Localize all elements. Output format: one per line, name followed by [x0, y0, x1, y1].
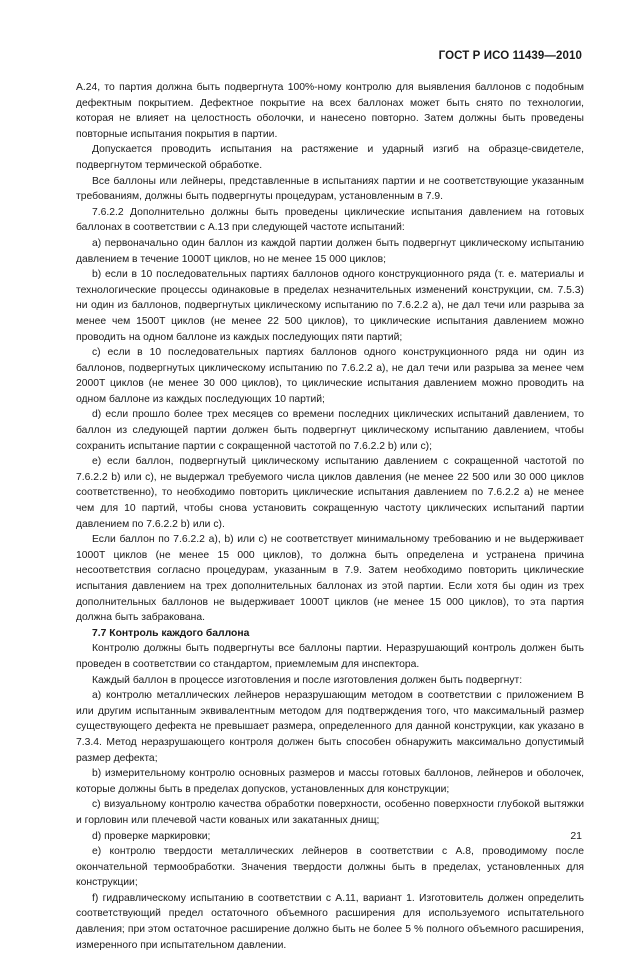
standard-header: ГОСТ Р ИСО 11439—2010 — [438, 50, 582, 62]
paragraph-a24-continuation: А.24, то партия должна быть подвергнута 100%-ному контролю для выявления баллонов с подобным дефектным покрытием. Дефектное покрытие на всех баллонах может быть снято по технологии, которая не влияет на целостность оболочки, и нанесено повторно. Затем должны быть проведены повторные испытания покрытия в партии. — [76, 82, 584, 140]
check-item-c: с) визуальному контролю качества обработки поверхности, особенно поверхности глубокой вытяжки и горловин или плечевой части кованых или закатанных днищ; — [76, 799, 584, 826]
body-text — [76, 80, 584, 953]
section-heading-7-7: 7.7 Контроль каждого баллона — [92, 627, 250, 639]
paragraph-tensile-test: Допускается проводить испытания на растяжение и ударный изгиб на образце-свидетеле, подвергнутом термической обработке. — [76, 144, 584, 171]
check-item-b: b) измерительному контролю основных размеров и массы готовых баллонов, лейнеров и оболочек, которые должны быть в пределах допусков, установленных для конструкции; — [76, 768, 584, 795]
check-item-f: f) гидравлическому испытанию в соответствии с А.11, вариант 1. Изготовитель должен определить соответствующий предел остаточного объемного расширения для используемого испытательного давления; при этом остаточное расширение должно быть не более 5 % полного объемного расширения, измеренного при испытательном давлении. — [76, 892, 584, 951]
check-item-e: е) контролю твердости металлических лейнеров в соответствии с А.8, проводимому после окончательной термообработки. Значения твердости должны быть в пределах, установленных для конструкции; — [76, 846, 584, 889]
page-number: 21 — [570, 830, 582, 842]
paragraph-7-6-2-2: 7.6.2.2 Дополнительно должны быть проведены циклические испытания давлением на готовых баллонах в соответствии с А.13 при следующей частоте испытаний: — [76, 206, 584, 234]
check-item-a: а) контролю металлических лейнеров неразрушающим методом в соответствии с приложением В или другим испытанным эквивалентным методом для подтверждения того, что максимальный размер существующего дефекта не превышает размера, определенного для данной конструкции, как указано в 7.3.4. Метод неразрушающего контроля должен быть способен обнаружить максимально допустимый размер дефекта; — [76, 690, 584, 764]
list-item-b: b) если в 10 последовательных партиях баллонов одного конструкционного ряда (т. е. материалы и технологические процессы одинаковые в пределах незначительных изменений конструкции, см. 7.5.3) ни один из баллонов, подвергнутых циклическому испытанию по 7.6.2.2 а), не дал течи или разрыва за менее чем 1500T циклов (не менее 22 500 циклов), то циклические испытания давлением можно проводить на одном баллоне из каждых последующих пяти партий; — [76, 269, 584, 343]
paragraph-each-cylinder: Каждый баллон в процессе изготовления и после изготовления должен быть подвергнут: — [92, 674, 523, 686]
list-item-e: е) если баллон, подвергнутый циклическому испытанию давлением с сокращенной частотой по 7.6.2.2 b) или с), не выдержал требуемого числа циклов давления (не менее 22 500 или 30 000 циклов соответственно), то необходимо повторить циклические испытания давлением по 7.6.2.2 а) не менее чем для 10 партий, чтобы снова установить сокращенную частоту циклических испытаний партии давлением по 7.6.2.2 b) или с). — [76, 456, 584, 530]
list-item-d: d) если прошло более трех месяцев со времени последних циклических испытаний давлением, то баллон из следующей партии должен быть подвергнут циклическому испытанию давлением, чтобы сохранить испытание партии с сокращенной частотой по 7.6.2.2 b) или с); — [76, 409, 584, 452]
paragraph-inspection: Контролю должны быть подвергнуты все баллоны партии. Неразрушающий контроль должен быть проведен в соответствии со стандартом, приемлемым для инспектора. — [76, 643, 584, 670]
paragraph-failed-cylinders: Все баллоны или лейнеры, представленные в испытаниях партии и не соответствующие указанным требованиям, должны быть подвергнуты процедурам, установленным в 7.9. — [76, 175, 584, 203]
paragraph-nonconformity: Если баллон по 7.6.2.2 а), b) или с) не соответствует минимальному требованию и не выдерживает 1000T циклов (не менее 15 000 циклов), то должна быть определена и устранена причина несоответствия согласно процедурам, указанным в 7.9. Затем необходимо повторить циклические испытания давлением на трех дополнительных баллонах из этой партии. Если хотя бы один из трех дополнительных баллонов не выдерживает 1000T циклов (не менее 15 000 циклов), то эта партия должна быть забракована. — [76, 534, 584, 624]
check-item-d: d) проверке маркировки; — [92, 830, 211, 842]
list-item-c: с) если в 10 последовательных партиях баллонов одного конструкционного ряда ни один из баллонов, подвергнутых циклическому испытанию по 7.6.2.2 а), не дал течи или разрыва за менее чем 2000T циклов (не менее 30 000 циклов), то циклические испытания давлением можно проводить на одном баллоне из каждых последующих 10 партий; — [76, 347, 584, 405]
list-item-a: а) первоначально один баллон из каждой партии должен быть подвергнут циклическому испытанию давлением в течение 1000T циклов, но не менее 15 000 циклов; — [76, 237, 584, 265]
